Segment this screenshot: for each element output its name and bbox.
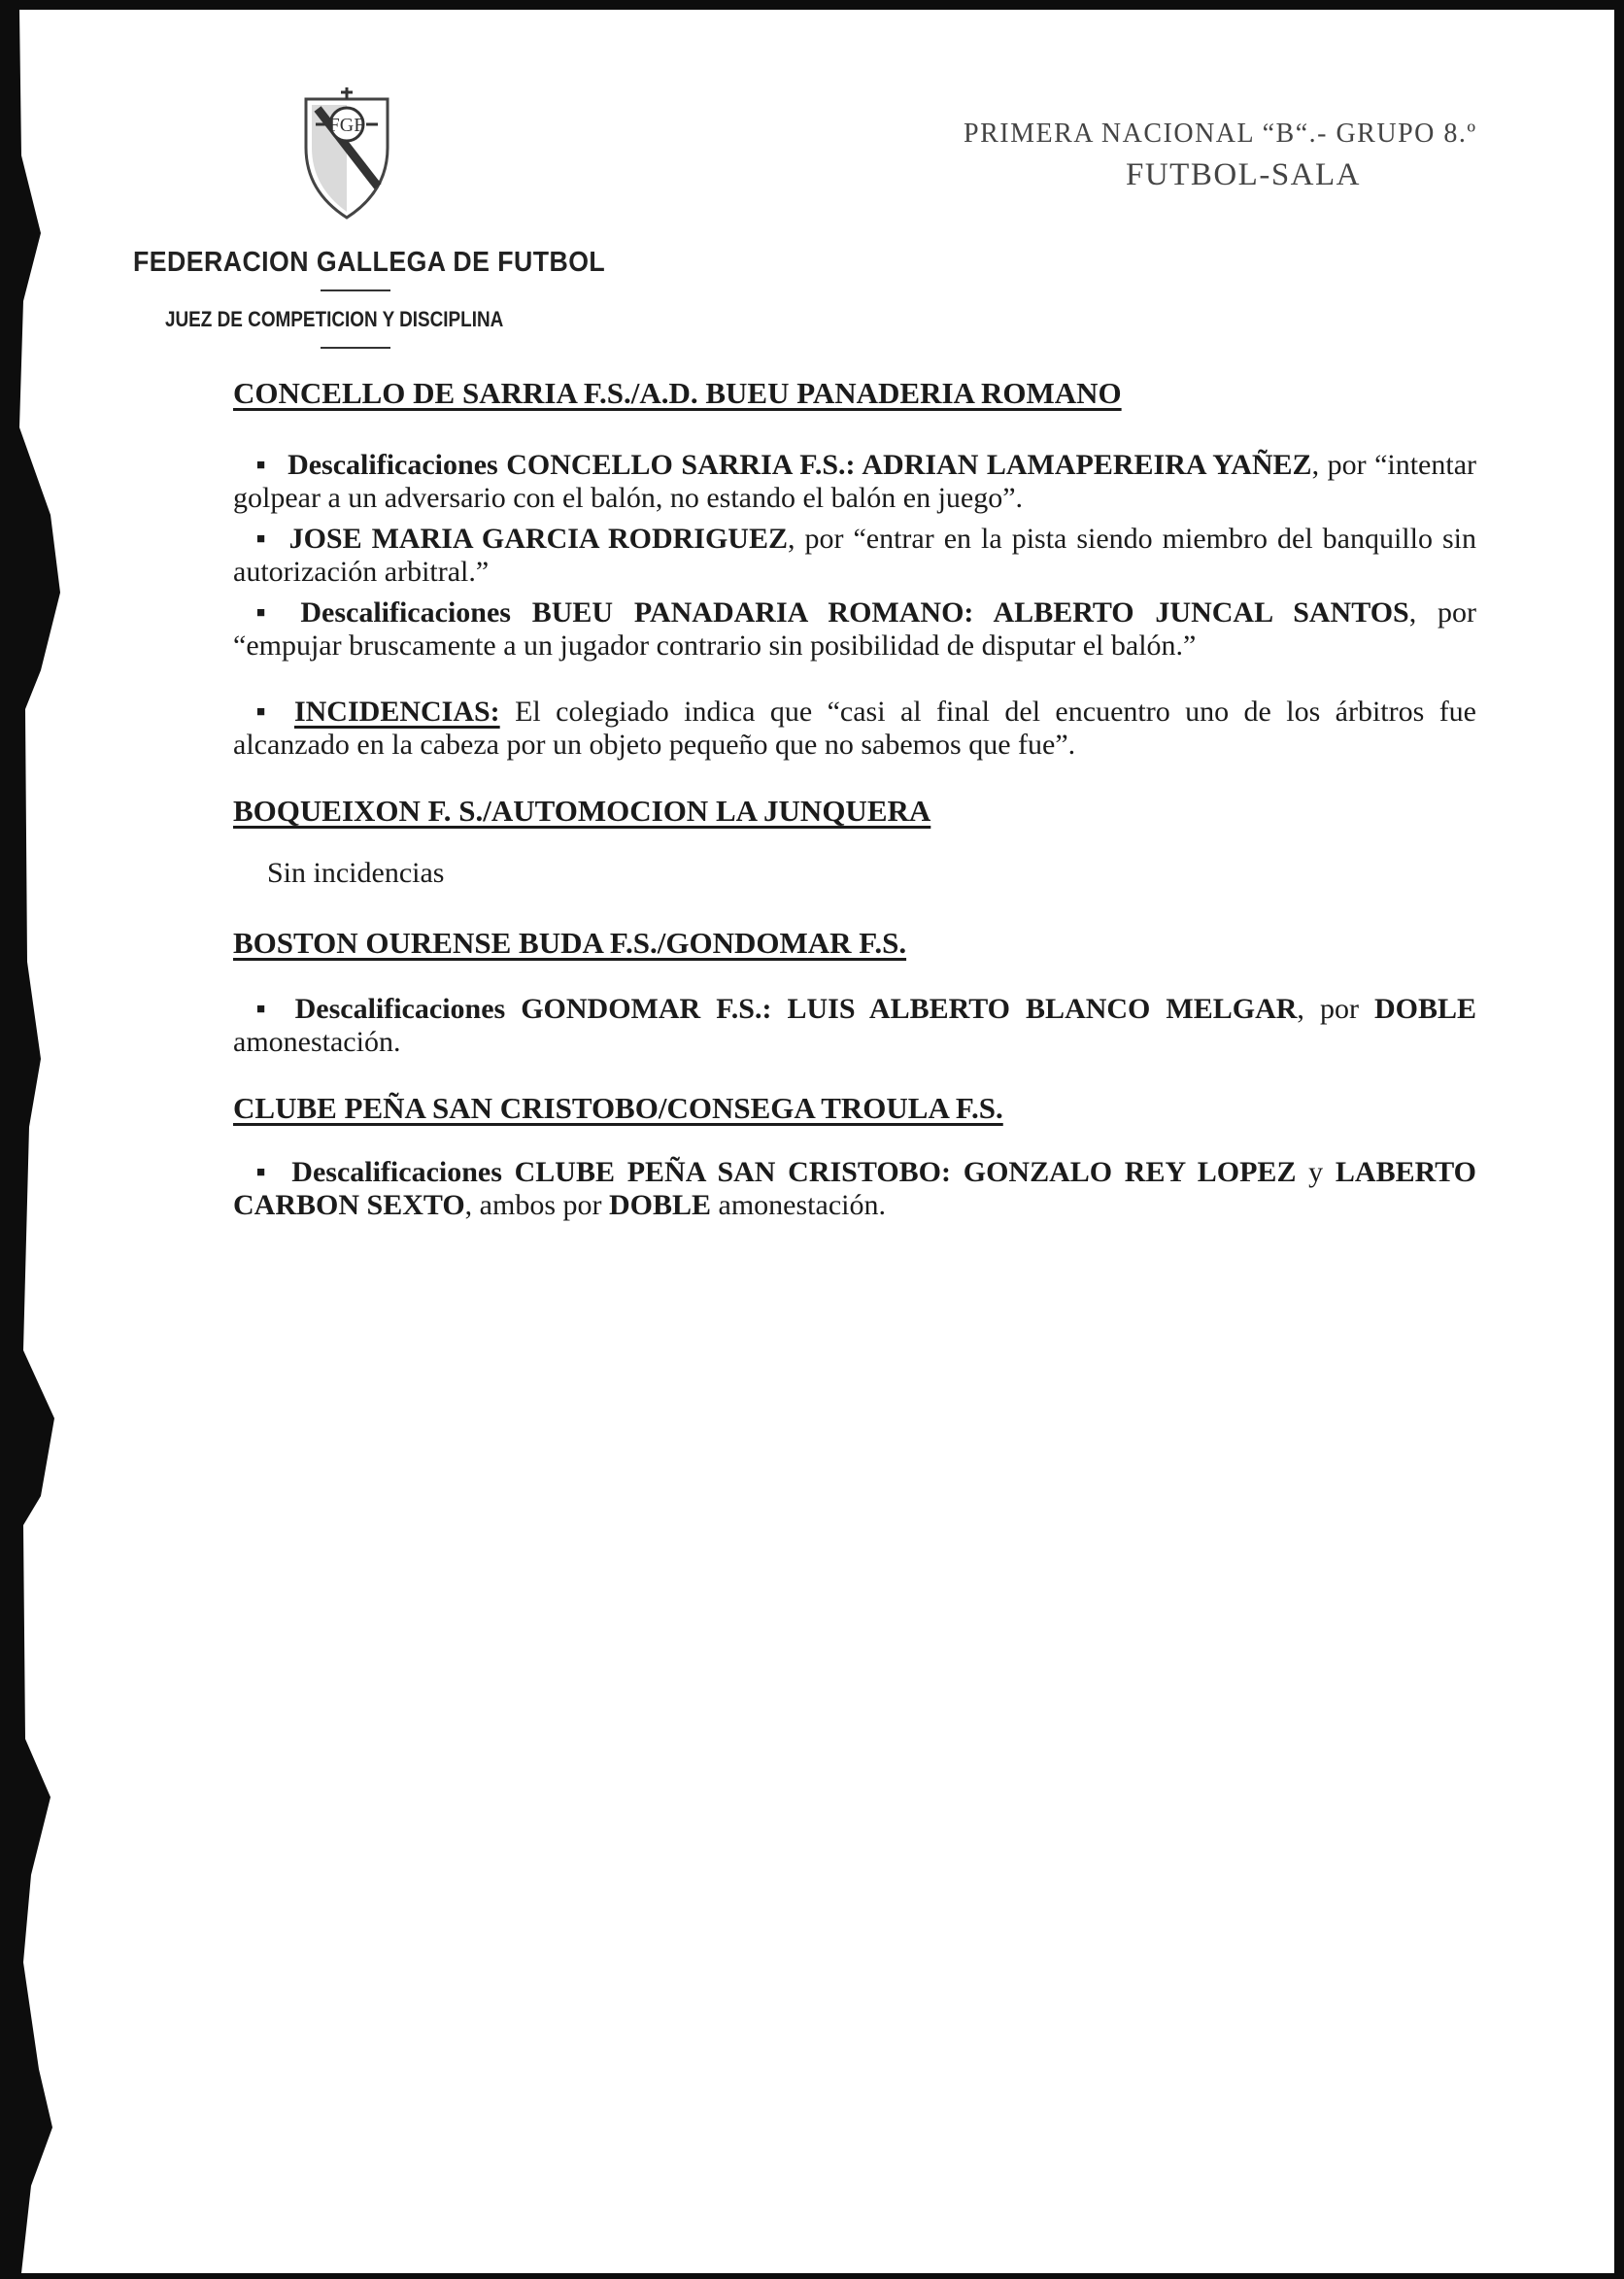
federation-name: FEDERACION GALLEGA DE FUTBOL <box>133 247 606 278</box>
committee-name: JUEZ DE COMPETICION Y DISCIPLINA <box>165 307 504 331</box>
sanction-item: ■ Descalificaciones CONCELLO SARRIA F.S.: ADRIAN LAMAPEREIRA YAÑEZ, por “intentar golpear a un adversario con el balón, no estando el balón en juego”. <box>233 449 1477 514</box>
competition-subtitle: FUTBOL-SALA <box>1126 157 1362 192</box>
bullet-icon: ■ <box>256 605 280 621</box>
match-title: BOSTON OURENSE BUDA F.S./GONDOMAR F.S. <box>233 926 907 960</box>
bullet-icon: ■ <box>256 1165 271 1180</box>
torn-edge <box>12 10 80 2273</box>
document-page <box>12 10 1614 2273</box>
sanction-item: ■ Descalificaciones BUEU PANADARIA ROMANO: ALBERTO JUNCAL SANTOS, por “empujar bruscamente a un jugador contrario sin posibilidad de disputar el balón.” <box>233 596 1476 662</box>
incidents-item: ■ INCIDENCIAS: El colegiado indica que “casi al final del encuentro uno de los árbitros fue alcanzado en la cabeza por un objeto pequeño que no sabemos que fue”. <box>233 696 1476 761</box>
report-body <box>233 364 1476 1222</box>
federation-crest-icon <box>298 80 395 225</box>
sanction-item: ■ Descalificaciones CLUBE PEÑA SAN CRISTOBO: GONZALO REY LOPEZ y LABERTO CARBON SEXTO, ambos por DOBLE amonestación. <box>233 1156 1477 1221</box>
bullet-icon: ■ <box>256 458 267 473</box>
match-title: CONCELLO DE SARRIA F.S./A.D. BUEU PANADERIA ROMANO <box>233 376 1122 410</box>
bullet-icon: ■ <box>256 1002 274 1017</box>
divider <box>321 289 390 291</box>
no-incidents-note: Sin incidencias <box>267 857 445 889</box>
bullet-icon: ■ <box>256 531 268 547</box>
sanction-item: ■ JOSE MARIA GARCIA RODRIGUEZ, por “entrar en la pista siendo miembro del banquillo sin autorización arbitral.” <box>233 523 1476 588</box>
sanction-item: ■ Descalificaciones GONDOMAR F.S.: LUIS ALBERTO BLANCO MELGAR, por DOBLE amonestación. <box>233 993 1476 1058</box>
match-title: CLUBE PEÑA SAN CRISTOBO/CONSEGA TROULA F.S. <box>233 1091 1003 1125</box>
bullet-icon: ■ <box>256 704 273 720</box>
match-title: BOQUEIXON F. S./AUTOMOCION LA JUNQUERA <box>233 794 931 828</box>
svg-text:FGF: FGF <box>328 115 365 136</box>
divider <box>321 347 390 349</box>
competition-title: PRIMERA NACIONAL “B“.- GRUPO 8.º <box>964 119 1477 149</box>
